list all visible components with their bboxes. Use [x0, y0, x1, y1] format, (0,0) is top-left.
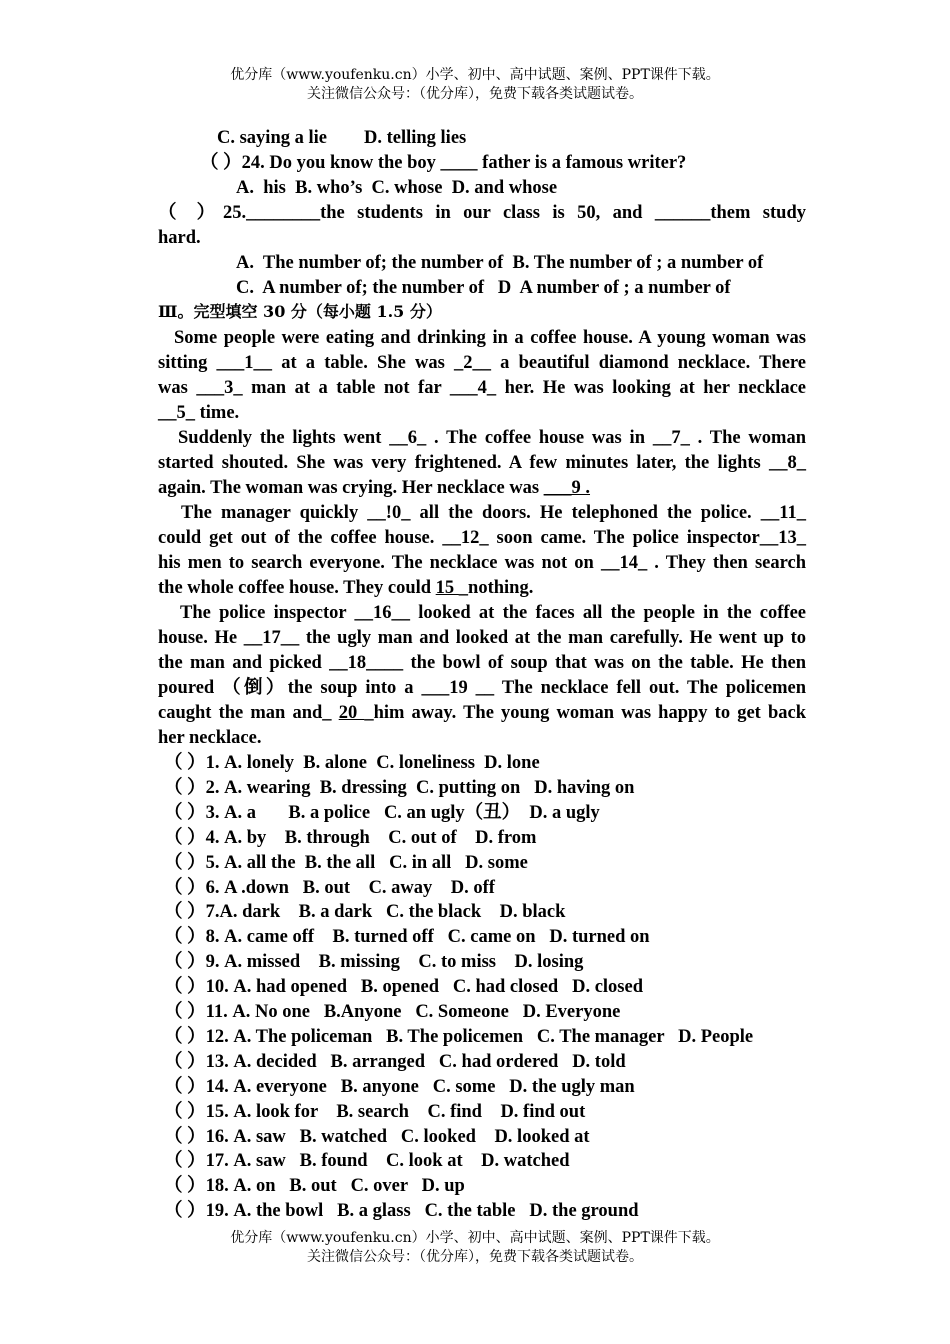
- passage-line-8: The manager quickly __!0_ all the doors. He telephoned the police. __11_: [181, 503, 806, 523]
- passage-line-11: [158, 577, 533, 599]
- passage-line-5: Suddenly the lights went __6_ . The coffee house was in __7_ . The woman: [178, 428, 806, 448]
- passage-text: again. The woman was crying. Her necklace was: [158, 478, 544, 498]
- passage-line-15: poured （倒）the soup into a ___19 __ The necklace fell out. The policemen: [158, 678, 806, 698]
- q24-options: A. his B. who’s C. whose D. and whose: [236, 178, 558, 198]
- question-item: （ ）3. A. a B. a police C. an ugly（丑） D. a ugly: [164, 802, 600, 823]
- passage-line-2: sitting ___1__ at a table. She was _2__ a beautiful diamond necklace. There: [158, 353, 806, 373]
- question-item: （ ）8. A. came off B. turned off C. came on D. turned on: [164, 927, 650, 948]
- section-title: Ⅲ。完型填空 30 分（每小题 1.5 分）: [158, 302, 442, 321]
- question-item: （ ）9. A. missed B. missing C. to miss D. losing: [164, 952, 584, 973]
- blank-9: ___9 .: [543, 478, 591, 498]
- passage-line-13: house. He __17__ the ugly man and looked at the man carefully. He went up to: [158, 628, 806, 648]
- footer-line-2: 关注微信公众号：（优分库），免费下载各类试题试卷。: [307, 1249, 643, 1265]
- blank-20: 20: [338, 703, 365, 723]
- question-item: （ ）13. A. decided B. arranged C. had ordered D. told: [164, 1051, 626, 1072]
- passage-text: _him away. The young woman was happy to get back: [364, 703, 806, 723]
- question-item: （ ）15. A. look for B. search C. find D. find out: [164, 1101, 586, 1122]
- blank-15: 15: [435, 578, 459, 598]
- question-item: （ ）5. A. all the B. the all C. in all D. some: [164, 852, 528, 873]
- question-item: （ ）4. A. by B. through C. out of D. from: [164, 827, 537, 848]
- question-item: （ ）2. A. wearing B. dressing C. putting on D. having on: [164, 777, 635, 798]
- passage-line-10: his men to search everyone. The necklace was not on __14_ . They then search: [158, 553, 806, 573]
- question-item: （ ）16. A. saw B. watched C. looked D. looked at: [164, 1126, 590, 1147]
- footer-line-1: 优分库（www.youfenku.cn）小学、初中、高中试题、案例、PPT课件下载。: [230, 1230, 720, 1246]
- question-item: （ ）19. A. the bowl B. a glass C. the table D. the ground: [164, 1201, 639, 1222]
- passage-line-4: __5_ time.: [158, 403, 240, 423]
- q23-options: C. saying a lie D. telling lies: [217, 128, 467, 148]
- question-item: （ ）14. A. everyone B. anyone C. some D. the ugly man: [164, 1076, 635, 1097]
- q25-options-1: A. The number of; the number of B. The number of ; a number of: [236, 253, 764, 273]
- question-item: （ ）6. A .down B. out C. away D. off: [164, 877, 495, 898]
- passage-line-7: [158, 477, 590, 499]
- question-item: （ ）1. A. lonely B. alone C. loneliness D. lone: [164, 753, 540, 773]
- question-item: （ ）11. A. No one B.Anyone C. Someone D. Everyone: [164, 1002, 621, 1022]
- passage-line-9: could get out of the coffee house. __12_ soon came. The police inspector__13_: [158, 528, 806, 548]
- question-item: （ ）7.A. dark B. a dark C. the black D. black: [164, 902, 566, 923]
- passage-line-3: was ___3_ man at a table not far ___4_ her. He was looking at her necklace: [158, 378, 806, 398]
- passage-line-1: Some people were eating and drinking in a coffee house. A young woman was: [174, 328, 806, 348]
- question-item: （ ）10. A. had opened B. opened C. had closed D. closed: [164, 977, 644, 998]
- header-line-1: 优分库（www.youfenku.cn）小学、初中、高中试题、案例、PPT课件下载。: [230, 67, 720, 83]
- passage-line-14: the man and picked __18____ the bowl of soup that was on the table. He then: [158, 653, 806, 673]
- header-line-2: 关注微信公众号：（优分库），免费下载各类试题试卷。: [307, 86, 643, 102]
- passage-line-16: [158, 702, 806, 724]
- question-item: （ ）18. A. on B. out C. over D. up: [164, 1176, 465, 1197]
- q25-options-2: C. A number of; the number of D A number of ; a number of: [236, 278, 731, 298]
- passage-text: _nothing.: [458, 578, 534, 598]
- passage-text: the whole coffee house. They could: [158, 578, 436, 598]
- q24-stem: （ ）24. Do you know the boy ____ father is a famous writer?: [200, 153, 687, 173]
- q25-stem: （ ）25.________the students in our class is 50, and ______them study: [158, 203, 806, 223]
- passage-line-12: The police inspector __16__ looked at the faces all the people in the coffee: [180, 603, 806, 623]
- passage-line-17: her necklace.: [158, 728, 262, 748]
- question-item: （ ）12. A. The policeman B. The policemen C. The manager D. People: [164, 1026, 754, 1047]
- passage-text: caught the man and_: [158, 703, 339, 723]
- question-item: （ ）17. A. saw B. found C. look at D. watched: [164, 1151, 570, 1172]
- passage-line-6: started shouted. She was very frightened. A few minutes later, the lights __8_: [158, 453, 806, 473]
- q25-stem-cont: hard.: [158, 228, 201, 248]
